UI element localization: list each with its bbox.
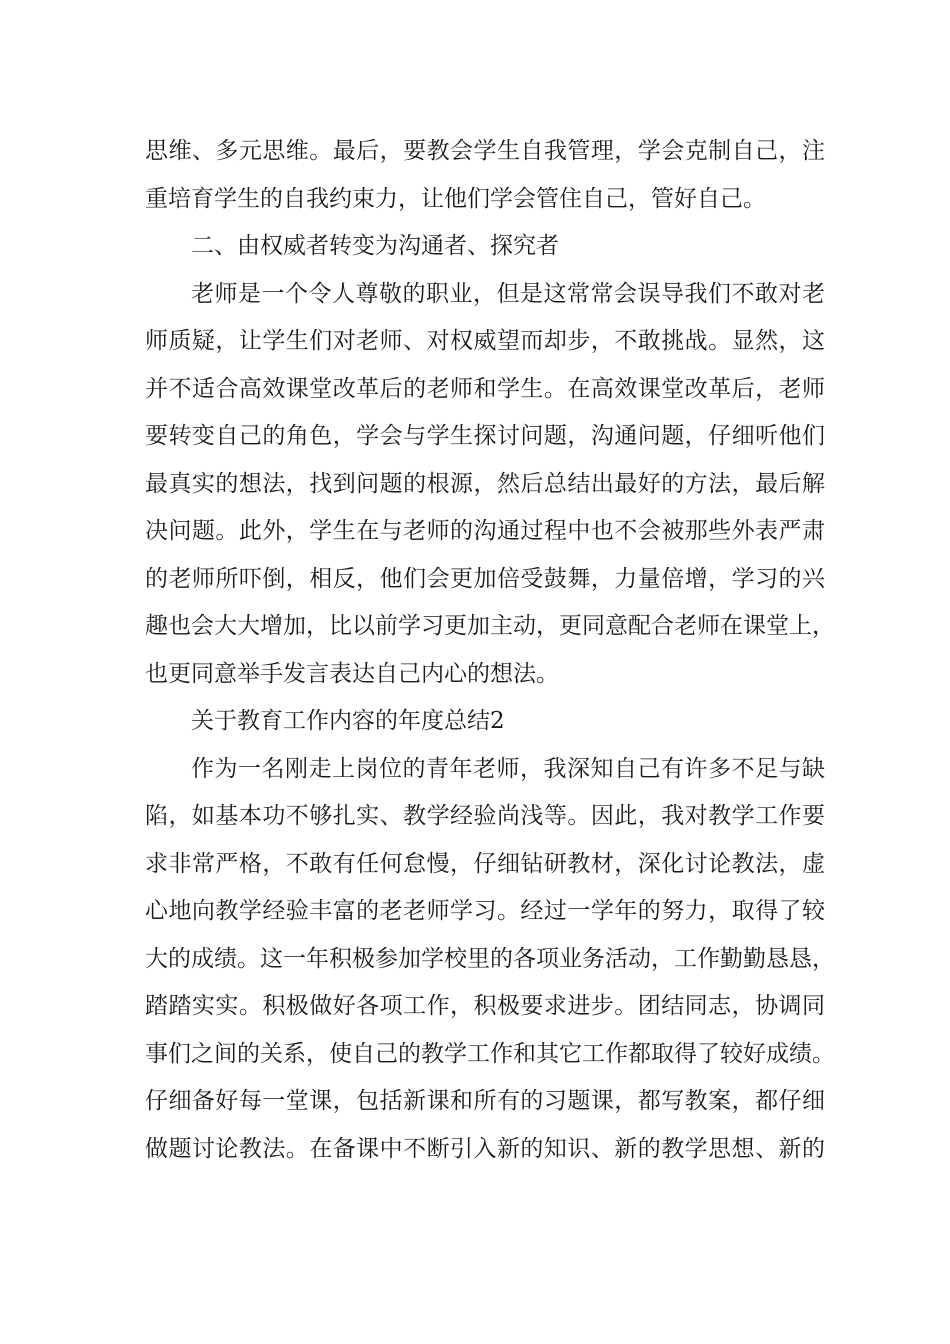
text-line: 仔细备好每一堂课，包括新课和所有的习题课，都写教案，都仔细 (145, 1088, 825, 1114)
text-line: 求非常严格，不敢有任何怠慢，仔细钻研教材，深化讨论教法，虚 (145, 850, 825, 877)
text-line: 并不适合高效课堂改革后的老师和学生。在高效课堂改革后，老师 (145, 375, 825, 402)
text-line: 师质疑，让学生们对老师、对权威望而却步，不敢挑战。显然，这 (145, 328, 825, 354)
text-line: 决问题。此外，学生在与老师的沟通过程中也不会被那些外表严肃 (145, 518, 825, 544)
text-line: 的老师所吓倒，相反，他们会更加倍受鼓舞，力量倍增，学习的兴 (145, 565, 825, 592)
text-line: 老师是一个令人尊敬的职业，但是这常常会误导我们不敢对老 (191, 280, 825, 307)
text-line: 作为一名刚走上岗位的青年老师，我深知自己有许多不足与缺 (191, 755, 825, 782)
text-line: 大的成绩。这一年积极参加学校里的各项业务活动，工作勤勤恳恳， (145, 945, 835, 972)
text-line: 重培育学生的自我约束力，让他们学会管住自己，管好自己。 (145, 185, 766, 212)
text-line: 思维、多元思维。最后，要教会学生自我管理，学会克制自己，注 (145, 138, 825, 164)
body-text (145, 128, 835, 1173)
text-line: 最真实的想法，找到问题的根源，然后总结出最好的方法，最后解 (145, 470, 825, 497)
document-subtitle: 关于教育工作内容的年度总结2 (191, 708, 505, 734)
text-line: 做题讨论教法。在备课中不断引入新的知识、新的教学思想、新的 (145, 1135, 825, 1162)
text-line: 陷，如基本功不够扎实、教学经验尚浅等。因此，我对教学工作要 (145, 803, 825, 829)
section-heading: 二、由权威者转变为沟通者、探究者 (191, 233, 559, 259)
text-line: 也更同意举手发言表达自己内心的想法。 (145, 660, 559, 687)
text-line: 趣也会大大增加，比以前学习更加主动，更同意配合老师在课堂上， (145, 613, 835, 639)
text-line: 要转变自己的角色，学会与学生探讨问题，沟通问题，仔细听他们 (145, 423, 825, 449)
text-line: 心地向教学经验丰富的老老师学习。经过一学年的努力，取得了较 (145, 898, 825, 924)
text-line: 事们之间的关系，使自己的教学工作和其它工作都取得了较好成绩。 (145, 1040, 835, 1067)
text-line: 踏踏实实。积极做好各项工作，积极要求进步。团结同志，协调同 (145, 993, 825, 1019)
